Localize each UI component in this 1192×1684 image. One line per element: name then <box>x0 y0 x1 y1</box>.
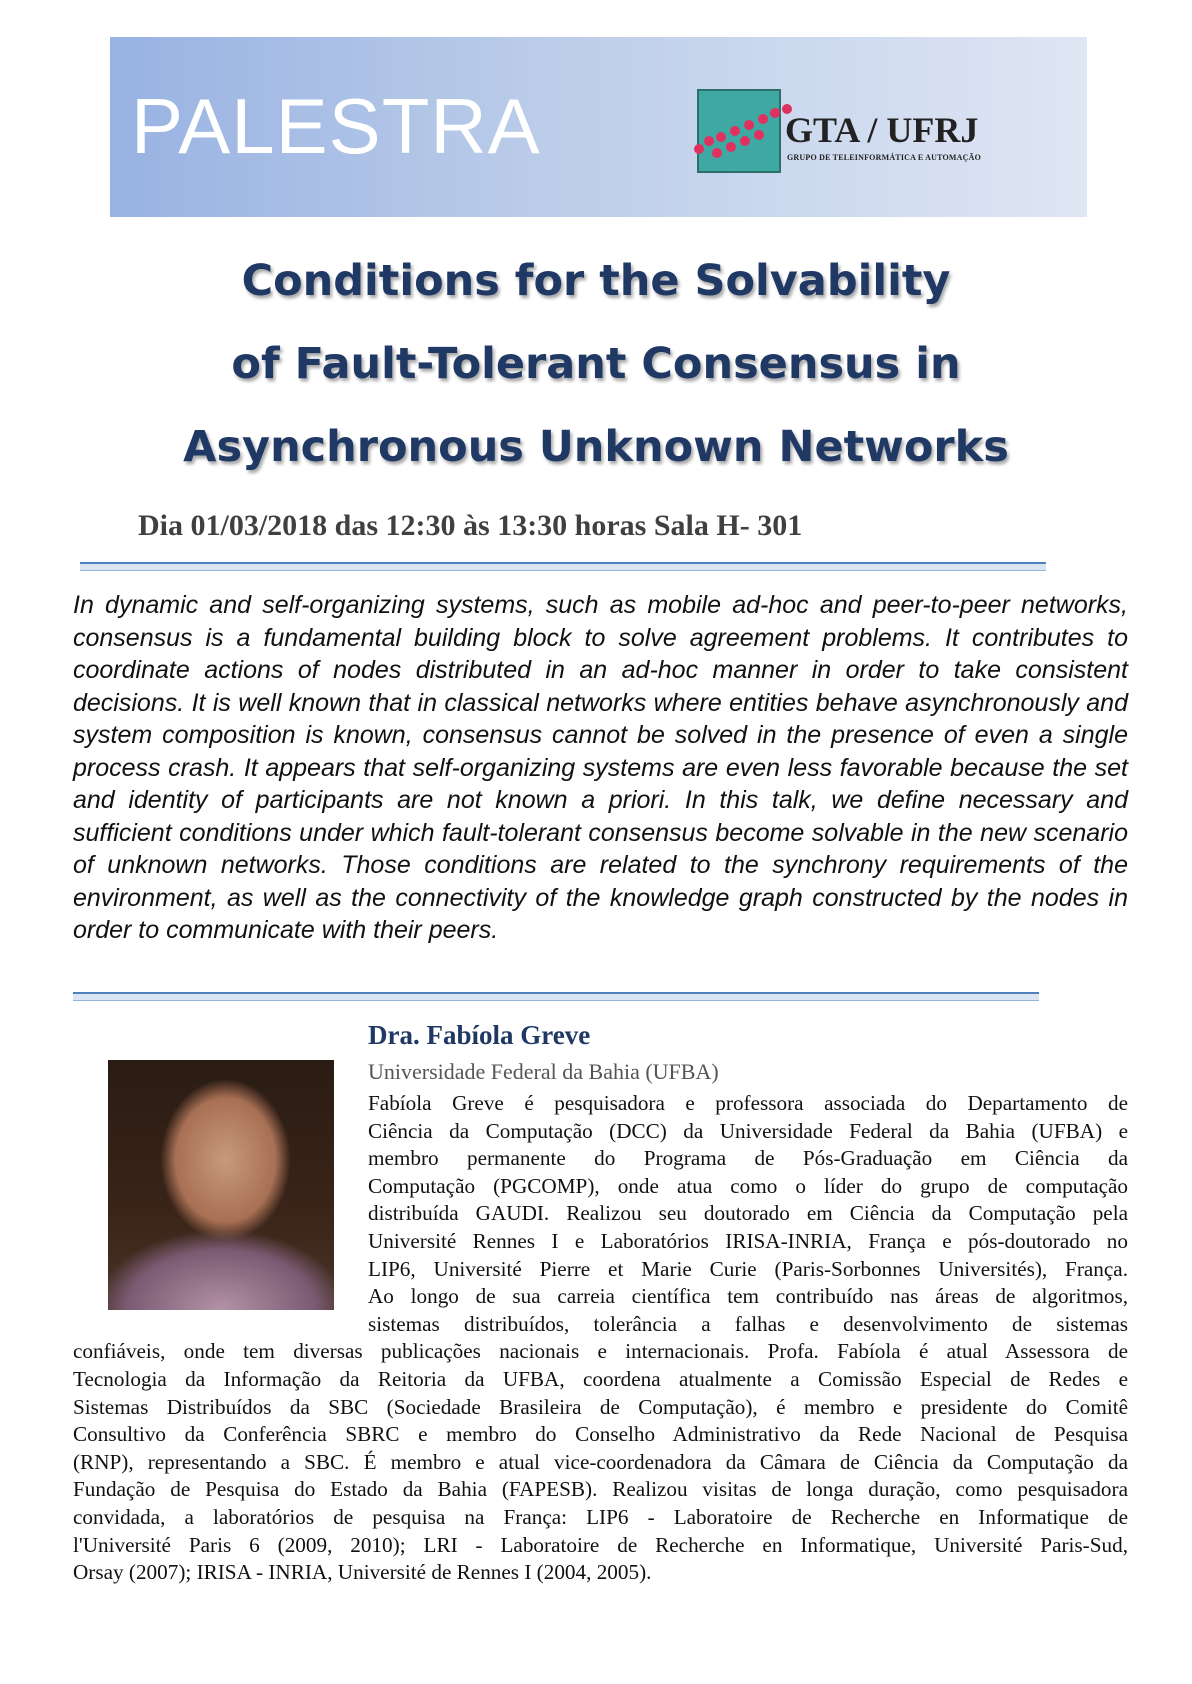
bio-line: Ao longo de sua carreia científica tem contribuído nas áreas de algoritmos, <box>368 1284 1128 1309</box>
bio-line: membro permanente do Programa de Pós-Graduação em Ciência da <box>368 1146 1128 1171</box>
bio-line: LIP6, Université Pierre et Marie Curie (Paris-Sorbonnes Universités), França. <box>368 1256 1128 1281</box>
divider <box>73 992 1039 1001</box>
talk-title-line: Asynchronous Unknown Networks <box>183 422 1009 472</box>
header-banner <box>110 37 1087 217</box>
date-time-room: Dia 01/03/2018 das 12:30 às 13:30 horas Sala H- 301 <box>138 509 803 542</box>
bio-line: Université Rennes I e Laboratórios IRISA-INRIA, França e pós-doutorado no <box>368 1229 1128 1253</box>
banner-title: PALESTRA <box>131 82 541 170</box>
logo-subtitle: GRUPO DE TELEINFORMÁTICA E AUTOMAÇÃO <box>787 153 982 162</box>
bio-line: Fabíola Greve é pesquisadora e professora associada do Departamento de <box>368 1091 1128 1115</box>
bio-line: confiáveis, onde tem diversas publicações nacionais e internacionais. Profa. Fabíola é atual Assessora de <box>73 1339 1128 1364</box>
bio-line: Orsay (2007); IRISA - INRIA, Université de Rennes I (2004, 2005). <box>73 1560 652 1585</box>
divider <box>80 562 1046 571</box>
talk-title <box>100 240 1092 489</box>
bio-line: sistemas distribuídos, tolerância a falhas e desenvolvimento de sistemas <box>368 1311 1128 1336</box>
speaker-affiliation: Universidade Federal da Bahia (UFBA) <box>368 1059 719 1084</box>
gta-ufrj-logo <box>687 87 1027 177</box>
bio-line: Consultivo da Conferência SBRC e membro do Conselho Administrativo da Rede Nacional de Pesquisa <box>73 1422 1128 1447</box>
abstract: In dynamic and self-organizing systems, such as mobile ad-hoc and peer-to-peer networks, consensus is a fundamental building block to solve agreement problems. It contributes to coordinate actions of nodes distributed in an ad-hoc manner in order to take consistent decisions. It is well known that in classical networks where entities behave asynchronously and system composition is known, consensus cannot be solved in the presence of even a single process crash. It appears that self-organizing systems are even less favorable because the set and identity of participants are not known a priori. In this talk, we define necessary and sufficient conditions under which fault-tolerant consensus become solvable in the new scenario of unknown networks. Those conditions are related to the synchrony requirements of the environment, as well as the connectivity of the knowledge graph constructed by the nodes in order to communicate with their peers. <box>73 591 1128 944</box>
speaker-name: Dra. Fabíola Greve <box>368 1020 591 1050</box>
bio-line: Sistemas Distribuídos da SBC (Sociedade Brasileira de Computação), é membro e presidente do Comitê <box>73 1394 1128 1419</box>
talk-title-line: of Fault-Tolerant Consensus in <box>231 339 961 389</box>
bio-line: Ciência da Computação (DCC) da Universidade Federal da Bahia (UFBA) e <box>368 1118 1128 1143</box>
bio-line: Tecnologia da Informação da Reitoria da UFBA, coordena atualmente a Comissão Especial de Redes e <box>73 1367 1128 1391</box>
talk-title-line: Conditions for the Solvability <box>241 256 951 306</box>
speaker-photo <box>108 1060 334 1310</box>
logo-text: GTA / UFRJ <box>785 110 979 150</box>
bio-line: convidada, a laboratórios de pesquisa na França: LIP6 - Laboratoire de Recherche en Informatique de <box>73 1505 1128 1529</box>
bio-line: (RNP), representando a SBC. É membro e atual vice-coordenadora da Câmara de Ciência da Computação da <box>73 1449 1128 1474</box>
bio-line: l'Université Paris 6 (2009, 2010); LRI - Laboratoire de Recherche en Informatique, Université Paris-Sud, <box>73 1532 1128 1557</box>
bio-line: Computação (PGCOMP), onde atua como o líder do grupo de computação <box>368 1173 1128 1198</box>
bio-line: Fundação de Pesquisa do Estado da Bahia (FAPESB). Realizou visitas de longa duração, como pesquisadora <box>73 1477 1128 1502</box>
bio-line: distribuída GAUDI. Realizou seu doutorado em Ciência da Computação pela <box>368 1201 1128 1226</box>
